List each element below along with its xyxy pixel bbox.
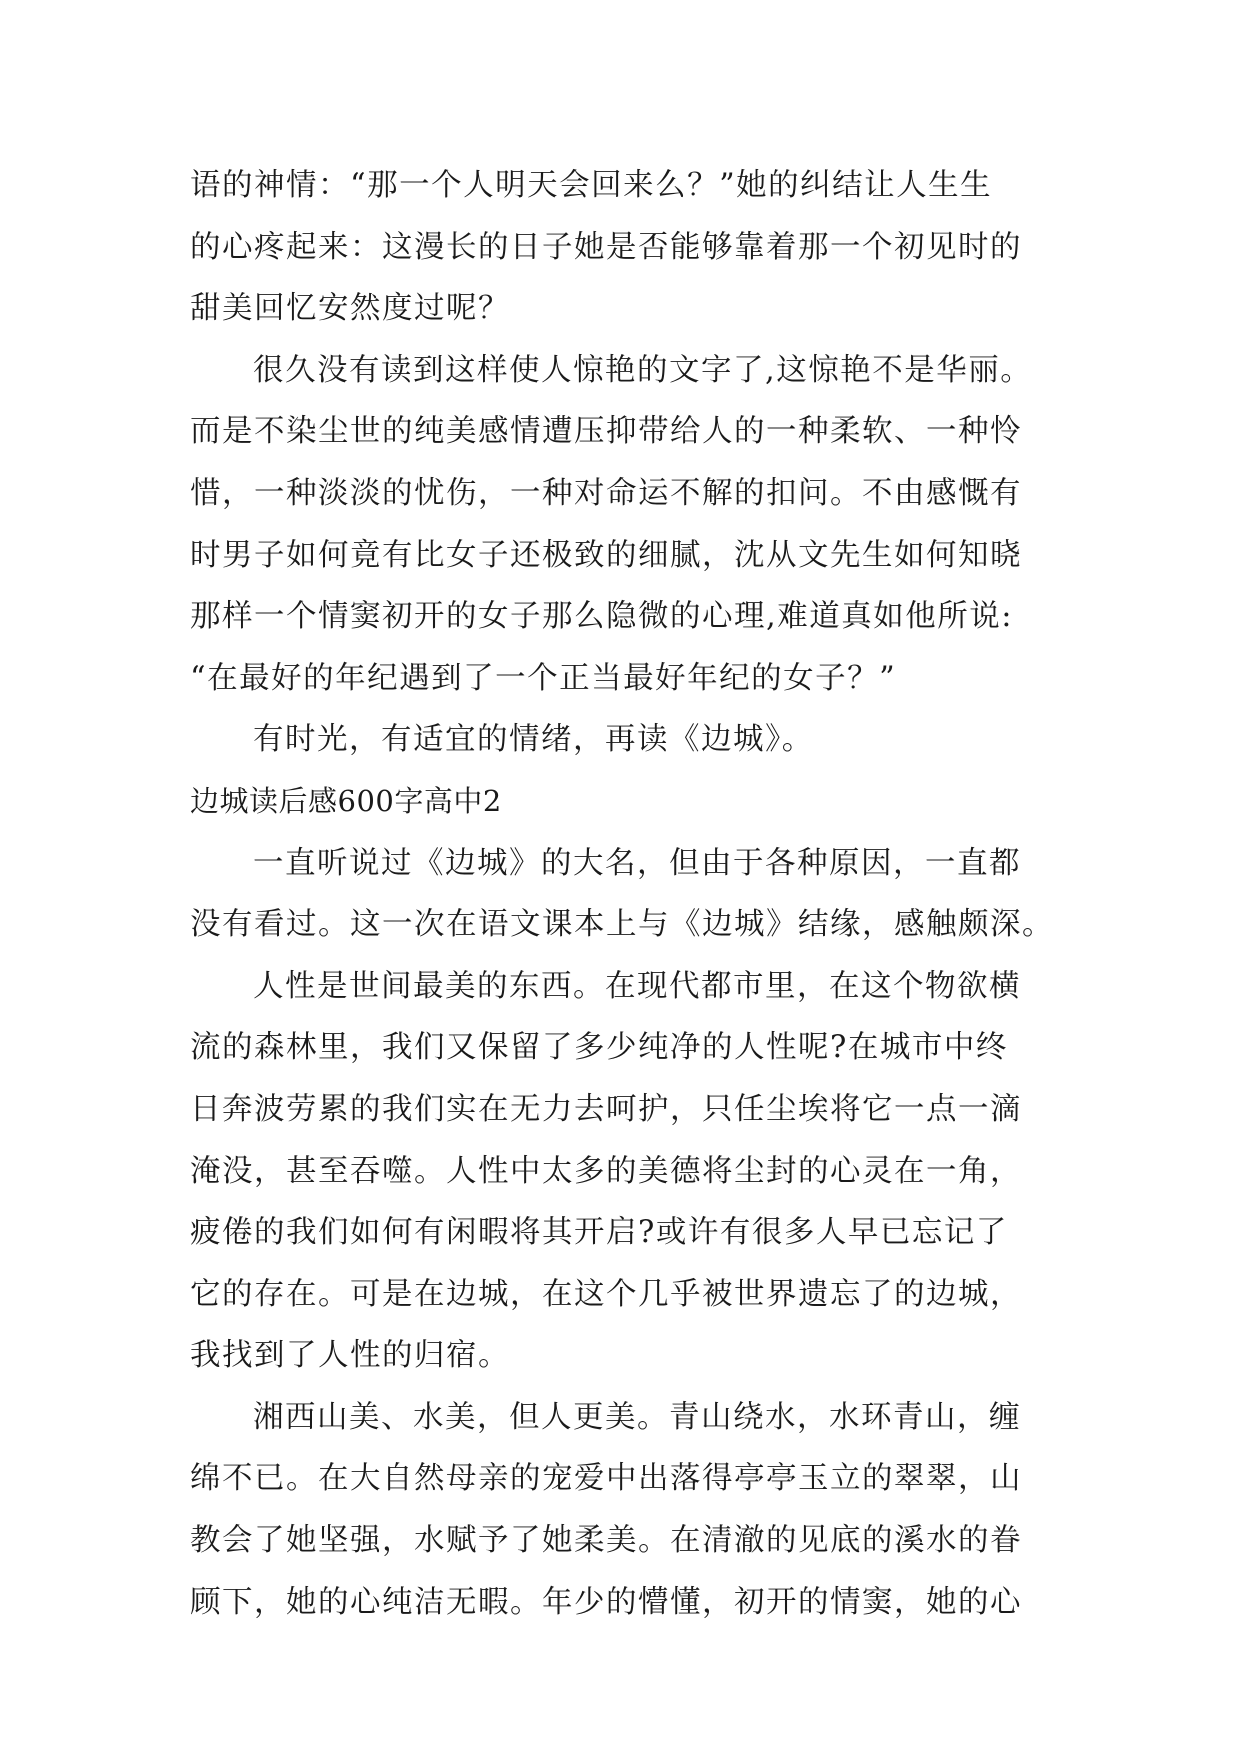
- paragraph-first-line: 很久没有读到这样使人惊艳的文字了,这惊艳不是华丽。: [253, 352, 1033, 388]
- text-line: 的心疼起来：这漫长的日子她是否能够靠着那一个初见时的: [190, 229, 1022, 265]
- text-line: 疲倦的我们如何有闲暇将其开启?或许有很多人早已忘记了: [190, 1215, 1008, 1251]
- text-line: 而是不染尘世的纯美感情遭压抑带给人的一种柔软、一种怜: [190, 414, 1022, 450]
- text-line: 语的神情：“那一个人明天会回来么？”她的纠结让人生生: [190, 168, 993, 203]
- text-line: 惜，一种淡淡的忧伤，一种对命运不解的扣问。不由感慨有: [190, 475, 1022, 511]
- text-line: 我找到了人性的归宿。: [190, 1338, 510, 1374]
- text-line: 淹没，甚至吞噬。人性中太多的美德将尘封的心灵在一角，: [190, 1153, 1022, 1189]
- text-line: 绵不已。在大自然母亲的宠爱中出落得亭亭玉立的翠翠，山: [190, 1461, 1022, 1497]
- text-line: 那样一个情窦初开的女子那么隐微的心理,难道真如他所说:: [190, 599, 1013, 635]
- text-line: 甜美回忆安然度过呢？: [190, 291, 510, 327]
- paragraph-first-line: 有时光，有适宜的情绪，再读《边城》。: [253, 722, 814, 758]
- text-line: 时男子如何竟有比女子还极致的细腻，沈从文先生如何知晓: [190, 537, 1022, 573]
- text-line: 日奔波劳累的我们实在无力去呵护，只任尘埃将它一点一滴: [190, 1091, 1022, 1127]
- paragraph-first-line: 湘西山美、水美，但人更美。青山绕水，水环青山，缠: [253, 1399, 1021, 1435]
- section-heading: 边城读后感600字高中2: [190, 783, 502, 818]
- text-line: 它的存在。可是在边城，在这个几乎被世界遗忘了的边城，: [190, 1276, 1022, 1312]
- text-line: “在最好的年纪遇到了一个正当最好年纪的女子？”: [190, 660, 897, 696]
- paragraph-first-line: 人性是世间最美的东西。在现代都市里，在这个物欲横: [253, 968, 1021, 1004]
- paragraph-first-line: 一直听说过《边城》的大名，但由于各种原因，一直都: [253, 845, 1021, 881]
- text-line: 流的森林里，我们又保留了多少纯净的人性呢?在城市中终: [190, 1030, 1008, 1066]
- document-body: [190, 155, 1060, 1633]
- text-line: 教会了她坚强，水赋予了她柔美。在清澈的见底的溪水的眷: [190, 1523, 1022, 1559]
- text-line: 顾下，她的心纯洁无暇。年少的懵懂，初开的情窦，她的心: [190, 1584, 1022, 1620]
- text-line: 没有看过。这一次在语文课本上与《边城》结缘，感触颇深。: [190, 907, 1054, 943]
